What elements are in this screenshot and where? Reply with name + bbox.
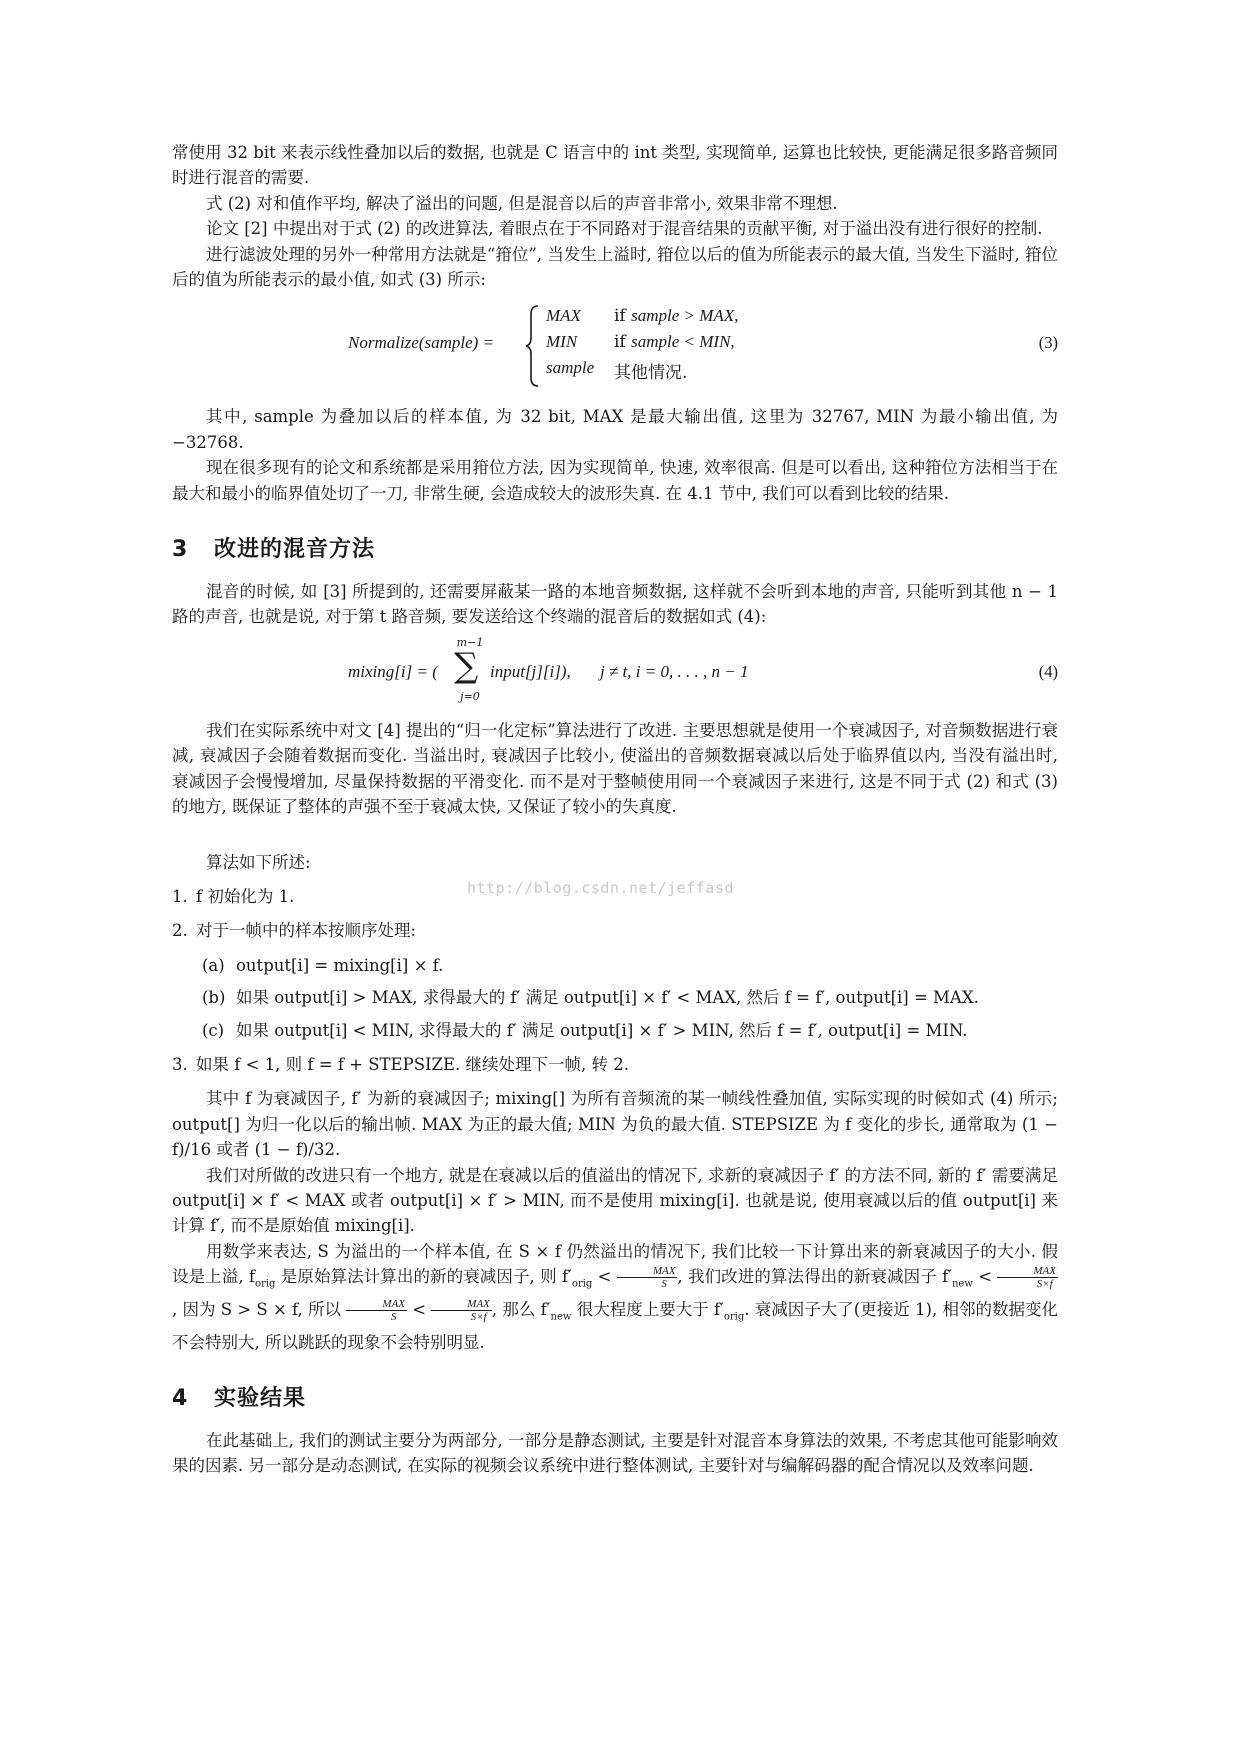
algorithm-list xyxy=(172,884,1058,1077)
paragraph: 其中, sample 为叠加以后的样本值, 为 32 bit, MAX 是最大输出值, 这里为 32767, MIN 为最小输出值, 为 −32768. xyxy=(172,407,1058,452)
case-value: MAX xyxy=(546,306,581,326)
paragraph: 算法如下所述: xyxy=(206,852,311,872)
section-heading: 4 实验结果 xyxy=(172,1386,307,1411)
equation-3 xyxy=(172,300,1058,392)
paragraph: 在此基础上, 我们的测试主要分为两部分, 一部分是静态测试, 主要是针对混音本身算法的效果, 不考虑其他可能影响效果的因素. 另一部分是动态测试, 在实际的视频会议系统中进行整体测试, 主要针对与编解码器的配合情况以及效率问题. xyxy=(172,1431,1058,1476)
list-item: 2. 对于一帧中的样本按顺序处理: xyxy=(172,921,417,941)
paper-page xyxy=(172,140,1058,1479)
paragraph: 我们在实际系统中对文 [4] 提出的“归一化定标”算法进行了改进. 主要思想就是使用一个衰减因子, 对音频数据进行衰减, 衰减因子会随着数据而变化. 当溢出时, 衰减因子比较小, 使溢出的音频数据衰减以后处于临界值以内, 当没有溢出时, 衰减因子会慢慢增加, 尽量保持数据的平滑变化. 而不是对于整帧使用同一个衰减因子来进行, 这是不同于式 (2) 和式 (3) 的地方, 既保证了整体的声强不至于衰减太快, 又保证了较小的失真度. xyxy=(172,720,1058,817)
paragraph: 论文 [2] 中提出对于式 (2) 的改进算法, 着眼点在于不同路对于混音结果的贡献平衡, 对于溢出没有进行很好的控制. xyxy=(206,219,1043,239)
equation-lhs: mixing[i] = ( xyxy=(348,661,438,681)
section-heading: 3 改进的混音方法 xyxy=(172,537,376,563)
paragraph: 进行滤波处理的另外一种常用方法就是“箝位”, 当发生上溢时, 箝位以后的值为所能表示的最大值, 当发生下溢时, 箝位后的值为所能表示的最小值, 如式 (3) 所示: xyxy=(172,244,1058,290)
fraction: $\frac{\text{MAX}}{S\times f}$ xyxy=(431,1298,492,1323)
paragraph: 混音的时候, 如 [3] 所提到的, 还需要屏蔽某一路的本地音频数据, 这样就不会听到本地的声音, 只能听到其他 n − 1 路的声音, 也就是说, 对于第 t 路音频, 要发送给这个终端的混音后的数据如式 (4): xyxy=(172,582,1058,627)
fraction: $\frac{\text{MAX}}{S}$ xyxy=(346,1298,407,1323)
equation-4 xyxy=(172,636,1058,710)
paragraph: 用数学来表达, S 为溢出的一个样本值, 在 S × f 仍然溢出的情况下, 我们比较一下计算出来的新衰减因子的大小. 假设是上溢, $f_{orig}$ 是原始算法计算出的新的衰减因子, 则 $f'_{orig}$ < $\frac{\text{MAX}}{S}$ , 我们改进的算法得出的新衰减因子 $f'_{new}$ < $\frac{\text{MAX}}{S\times f}$ , 因为 S > S × f, 所以 $\frac{\text{MAX}}{S}$ < $\frac{\text{MAX}}{S\times f}$ , 那么 $f'_{new}$ 很大程度上要大于 $f'_{orig}$. 衰减因子大了(更接近 1), 相邻的数据变化不会特别大, 所以跳跃的现象不会特别明显. xyxy=(172,1241,1059,1352)
case-condition: if sample < MIN, xyxy=(614,332,735,353)
sub-list-item: (a) output[i] = mixing[i] × f. xyxy=(202,955,444,975)
sub-list-item: (b) 如果 output[i] > MAX, 求得最大的 f′ 满足 output[i] × f′ < MAX, 然后 f = f′, output[i] = MAX. xyxy=(202,988,979,1008)
paragraph: 现在很多现有的论文和系统都是采用箝位方法, 因为实现简单, 快速, 效率很高. 但是可以看出, 这种箝位方法相当于在最大和最小的临界值处切了一刀, 非常生硬, 会造成较大的波形失真. 在 4.1 节中, 我们可以看到比较的结果. xyxy=(172,458,1058,503)
equation-number: (3) xyxy=(1038,333,1058,353)
fraction: $\frac{\text{MAX}}{S\times f}$ xyxy=(997,1265,1058,1290)
sum-lower-limit: j=0 xyxy=(460,689,480,703)
fraction: $\frac{\text{MAX}}{S}$ xyxy=(617,1265,678,1290)
list-item: 1. f 初始化为 1. xyxy=(172,886,295,906)
list-item: 3. 如果 f < 1, 则 f = f + STEPSIZE. 继续处理下一帧, 转 2. xyxy=(172,1054,629,1074)
sum-upper-limit: m−1 xyxy=(456,635,484,649)
equation-condition: j ≠ t, i = 0, . . . , n − 1 xyxy=(600,661,749,681)
case-value: MIN xyxy=(546,332,578,352)
left-brace-icon xyxy=(524,304,542,388)
case-condition: if sample > MAX, xyxy=(614,306,739,327)
case-value: sample xyxy=(546,358,595,378)
watermark-url: http://blog.csdn.net/jeffasd xyxy=(467,879,734,897)
case-condition: 其他情况. xyxy=(614,363,688,384)
sum-sign: ∑ xyxy=(454,645,479,686)
paragraph: 其中 f 为衰减因子, f′ 为新的衰减因子; mixing[] 为所有音频流的某一帧线性叠加值, 实际实现的时候如式 (4) 所示; output[] 为归一化以后的输出帧. MAX 为正的最大值; MIN 为负的最大值. STEPSIZE 为 f 变化的步长, 通常取为 (1 − f)/16 或者 (1 − f)/32. xyxy=(172,1089,1058,1160)
paragraph: 式 (2) 对和值作平均, 解决了溢出的问题, 但是混音以后的声音非常小, 效果非常不理想. xyxy=(206,193,838,213)
paragraph: 我们对所做的改进只有一个地方, 就是在衰减以后的值溢出的情况下, 求新的衰减因子 f′ 的方法不同, 新的 f′ 需要满足 output[i] × f′ < MAX 或者 output[i] × f′ > MIN, 而不是使用 mixing[i]. 也就是说, 使用衰减以后的值 output[i] 来计算 f′, 而不是原始值 mixing[i]. xyxy=(172,1165,1058,1236)
sum-body: input[j][i]), xyxy=(490,661,571,681)
equation-lhs: Normalize(sample) = xyxy=(348,333,495,353)
equation-number: (4) xyxy=(1038,661,1058,681)
sub-list-item: (c) 如果 output[i] < MIN, 求得最大的 f′ 满足 output[i] × f′ > MIN, 然后 f = f′, output[i] = MIN. xyxy=(202,1020,968,1040)
paragraph: 常使用 32 bit 来表示线性叠加以后的数据, 也就是 C 语言中的 int 类型, 实现简单, 运算也比较快, 更能满足很多路音频同时进行混音的需要. xyxy=(172,143,1058,188)
